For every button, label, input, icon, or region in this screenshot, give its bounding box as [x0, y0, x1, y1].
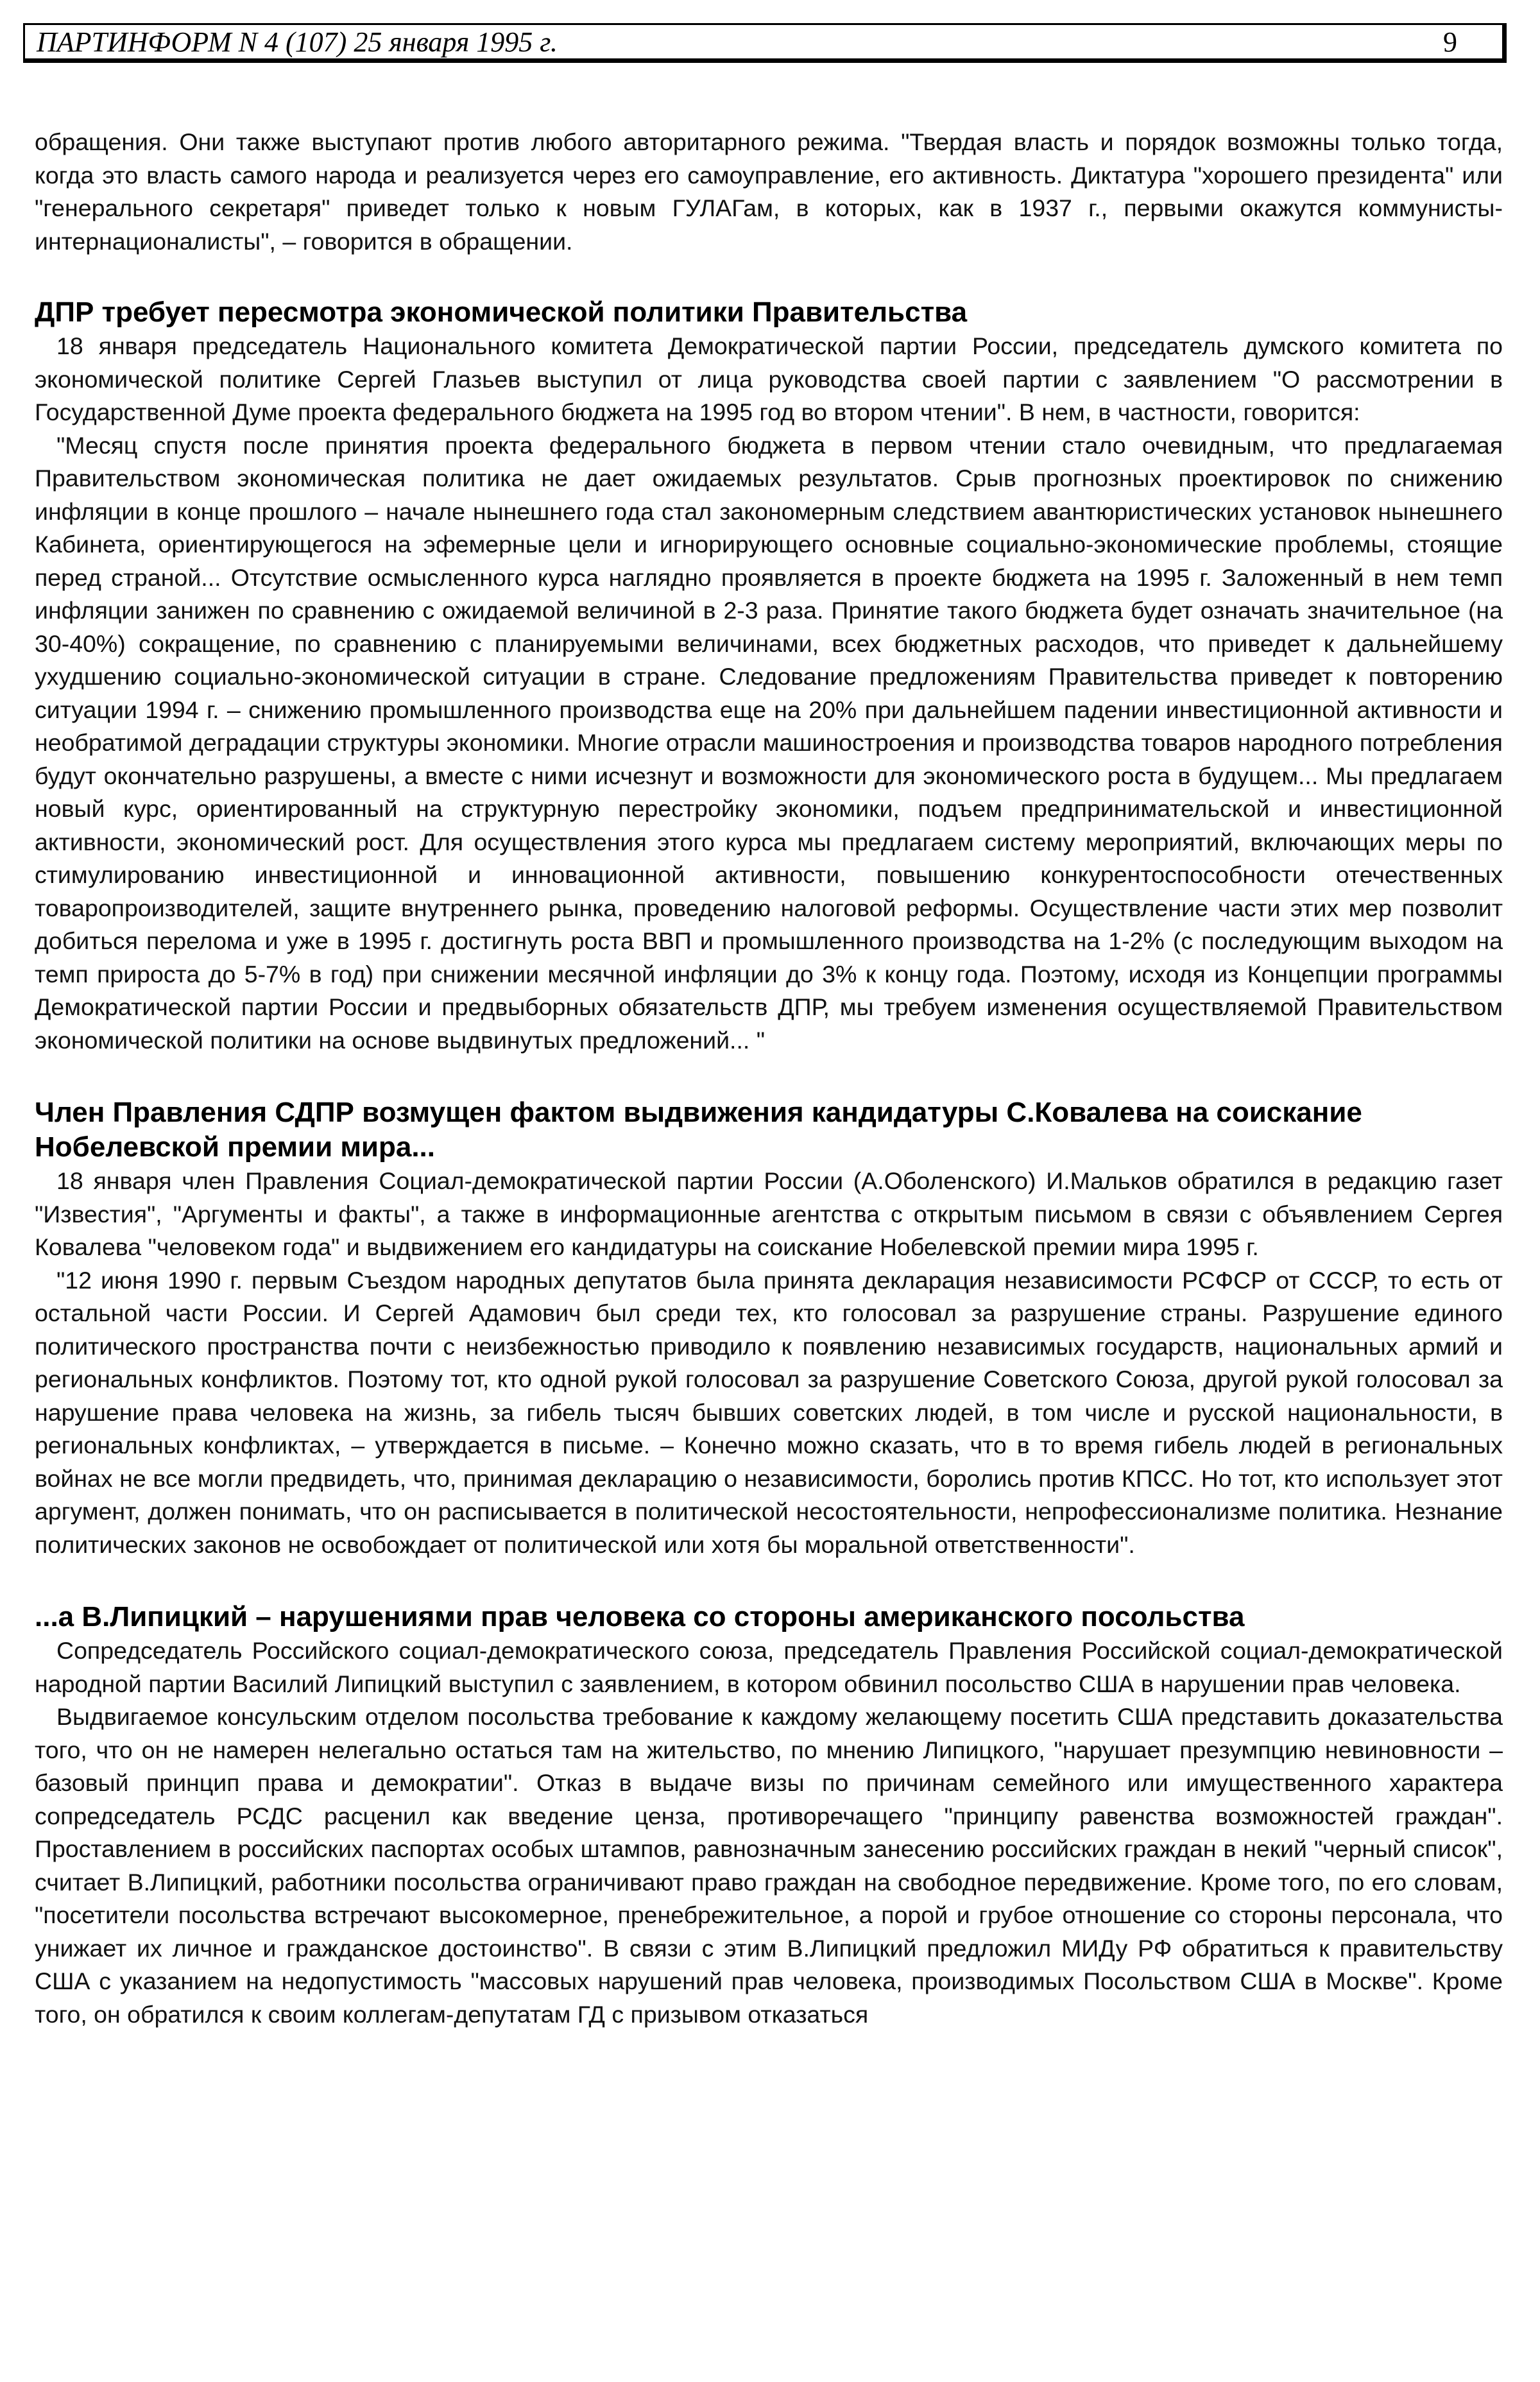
article-lipitsky: [35, 1600, 1503, 2031]
article-paragraph: "12 июня 1990 г. первым Съездом народных депутатов была принята декларация независимости РСФСР от СССР, то есть от остальной части России. И Сергей Адамович был среди тех, кто голосовал за разрушение страны. Разрушение единого политического пространства почти с неизбежностью приводило к появлению независимых государств, национальных армий и региональных конфликтов. Поэтому тот, кто одной рукой голосовал за разрушение Советского Союза, другой рукой голосовал за нарушение права человека на жизнь, за гибель тысяч бывших советских людей, в том числе и русской национальности, в региональных конфликтах, – утверждается в письме. – Конечно можно сказать, что в то время гибель людей в региональных войнах не все могли предвидеть, что, принимая декларацию о независимости, боролись против КПСС. Но тот, кто использует этот аргумент, должен понимать, что он расписывается в политической несостоятельности, непрофессионализме политика. Незнание политических законов не освобождает от политической или хотя бы моральной ответственности".: [35, 1266, 1503, 1558]
article-paragraph: "Месяц спустя после принятия проекта федерального бюджета в первом чтении стало очевидным, что предлагаемая Правительством экономическая политика не дает ожидаемых результатов. Срыв прогнозных проектировок по снижению инфляции в конце прошлого – начале нынешнего года стал закономерным следствием авантюристических установок нынешнего Кабинета, ориентирующегося на эфемерные цели и игнорирующего основные социально-экономические проблемы, стоящие перед страной... Отсутствие осмысленного курса наглядно проявляется в проекте бюджета на 1995 г. Заложенный в нем темп инфляции занижен по сравнению с ожидаемой величиной в 2-3 раза. Принятие такого бюджета будет означать значительное (на 30-40%) сокращение, по сравнению с планируемыми величинами, всех бюджетных расходов, что приведет к дальнейшему ухудшению социально-экономической ситуации в стране. Следование предложениям Правительства приведет к повторению ситуации 1994 г. – снижению промышленного производства еще на 20% при дальнейшем падении инвестиционной активности и необратимой деградации структуры экономики. Многие отрасли машиностроения и производства товаров народного потребления будут окончательно разрушены, а вместе с ними исчезнут и возможности для экономического роста в будущем... Мы предлагаем новый курс, ориентированный на структурную перестройку экономики, подъем предпринимательской и инвестиционной активности, экономический рост. Для осуществления этого курса мы предлагаем систему мероприятий, включающих меры по стимулированию инвестиционной и инновационной активности, повышению конкурентоспособности отечественных товаропроизводителей, защите внутреннего рынка, проведению налоговой реформы. Осуществление части этих мер позволит добиться перелома и уже в 1995 г. достигнуть роста ВВП и промышленного производства на 1-2% (с последующим выходом на темп прироста до 5-7% в год) при снижении месячной инфляции до 3% к концу года. Поэтому, исходя из Концепции программы Демократической партии России и предвыборных обязательств ДПР, мы требуем изменения осуществляемой Правительством экономической политики на основе выдвинутых предложений... ": [35, 431, 1503, 1054]
article-heading: Член Правления СДПР возмущен фактом выдвижения кандидатуры С.Ковалева на соискание Нобелевской премии мира...: [35, 1097, 1362, 1163]
publication-title: ПАРТИНФОРМ N 4 (107) 25 января 1995 г.: [37, 26, 558, 58]
article-paragraph: 18 января председатель Национального комитета Демократической партии России, председатель думского комитета по экономической политике Сергей Глазьев выступил от лица руководства своей партии с заявлением "О рассмотрении в Государственной Думе проекта федерального бюджета на 1995 год во втором чтении". В нем, в частности, говорится:: [35, 332, 1503, 425]
article-heading: ...а В.Липицкий – нарушениями прав человека со стороны американского посольства: [35, 1601, 1245, 1632]
article-paragraph: 18 января член Правления Социал-демократической партии России (А.Оболенского) И.Мальков обратился в редакцию газет "Известия", "Аргументы и факты", а также в информационные агентства с открытым письмом в связи с объявлением Сергея Ковалева "человеком года" и выдвижением его кандидатуры на соискание Нобелевской премии мира 1995 г.: [35, 1167, 1503, 1260]
article-dpr: [35, 295, 1503, 1057]
page-number: 9: [1443, 26, 1457, 58]
article-body: [35, 126, 1503, 2031]
section-gap: [35, 258, 1503, 295]
article-paragraph: Сопредседатель Российского социал-демократического союза, председатель Правления Российской социал-демократической народной партии Василий Липицкий выступил с заявлением, в котором обвинил посольство США в нарушении прав человека.: [35, 1637, 1503, 1697]
article-heading: ДПР требует пересмотра экономической политики Правительства: [35, 296, 968, 328]
section-gap: [35, 1057, 1503, 1095]
article-sdpr: [35, 1095, 1503, 1561]
section-gap: [35, 1561, 1503, 1600]
intro-paragraph: обращения. Они также выступают против любого авторитарного режима. "Твердая власть и порядок возможны только тогда, когда это власть самого народа и реализуется через его самоуправление, его активность. Диктатура "хорошего президента" или "генерального секретаря" приведет только к новым ГУЛАГам, в которых, как в 1937 г., первыми окажутся коммунисты-интернационалисты", – говорится в обращении.: [35, 128, 1503, 255]
article-paragraph: Выдвигаемое консульским отделом посольства требование к каждому желающему посетить США представить доказательства того, что он не намерен нелегально остаться там на жительство, по мнению Липицкого, "нарушает презумпцию невиновности – базовый принцип права и демократии". Отказ в выдаче визы по причинам семейного или имущественного характера сопредседатель РСДС расценил как введение ценза, противоречащего "принципу равенства возможностей граждан". Проставлением в российских паспортах особых штампов, равнозначным занесению российских граждан в некий "черный список", считает В.Липицкий, работники посольства ограничивают право граждан на свободное передвижение. Кроме того, по его словам, "посетители посольства встречают высокомерное, пренебрежительное, а порой и грубое отношение со стороны персонала, что унижает их личное и гражданское достоинство". В связи с этим В.Липицкий предложил МИДу РФ обратиться к правительству США с указанием на недопустимость "массовых нарушений прав человека, производимых Посольством США в Москве". Кроме того, он обратился к своим коллегам-депутатам ГД с призывом отказаться: [35, 1703, 1503, 2028]
page-header: [23, 23, 1507, 63]
